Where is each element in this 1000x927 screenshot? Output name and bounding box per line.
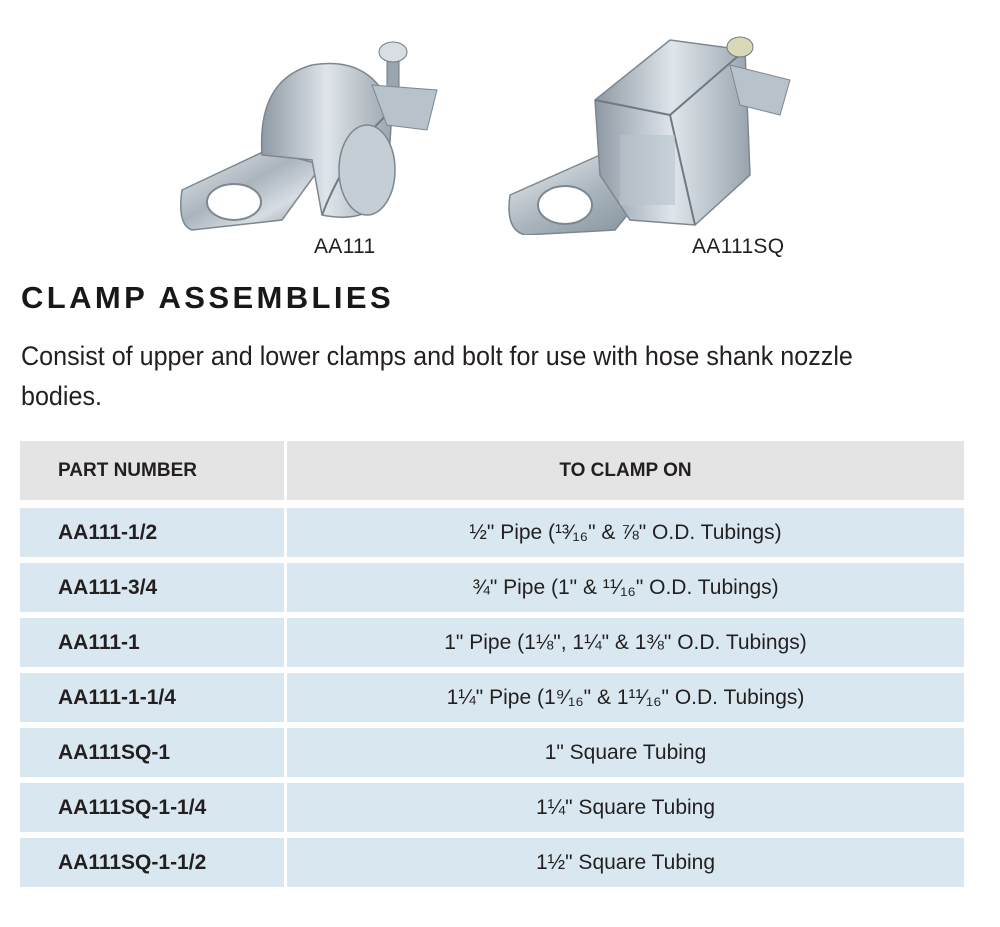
part-number-cell: AA111-1-1/4 — [20, 673, 287, 728]
table-row — [20, 728, 964, 783]
column-header-part-number: PART NUMBER — [20, 441, 287, 508]
square-clamp-photo-icon — [500, 25, 800, 235]
clamp-on-cell: 1" Square Tubing — [287, 728, 964, 783]
part-number-cell: AA111SQ-1-1/4 — [20, 783, 287, 838]
table-row — [20, 673, 964, 728]
product-caption-aa111sq: AA111SQ — [692, 235, 785, 258]
clamp-on-cell: 1½" Square Tubing — [287, 838, 964, 887]
product-caption-aa111: AA111 — [314, 235, 376, 258]
part-number-cell: AA111SQ-1 — [20, 728, 287, 783]
section-description: Consist of upper and lower clamps and bolt for use with hose shank nozzle bodies. — [21, 341, 853, 411]
column-header-to-clamp-on: TO CLAMP ON — [287, 441, 964, 508]
part-number-cell: AA111SQ-1-1/2 — [20, 838, 287, 887]
table-row — [20, 618, 964, 673]
round-clamp-image — [172, 30, 452, 235]
round-clamp-photo-icon — [172, 30, 452, 235]
table-row — [20, 838, 964, 887]
table-row — [20, 563, 964, 618]
table-header-row — [20, 441, 964, 508]
clamp-on-cell: ¾" Pipe (1" & ¹¹⁄₁₆" O.D. Tubings) — [287, 563, 964, 618]
clamp-on-cell: 1¼" Pipe (1⁹⁄₁₆" & 1¹¹⁄₁₆" O.D. Tubings) — [287, 673, 964, 728]
clamp-spec-table — [20, 441, 964, 887]
section-title: CLAMP ASSEMBLIES — [21, 280, 395, 315]
table-row — [20, 508, 964, 563]
part-number-cell: AA111-3/4 — [20, 563, 287, 618]
clamp-on-cell: ½" Pipe (¹³⁄₁₆" & ⅞" O.D. Tubings) — [287, 508, 964, 563]
square-clamp-image — [500, 25, 800, 235]
clamp-on-cell: 1" Pipe (1⅛", 1¼" & 1⅜" O.D. Tubings) — [287, 618, 964, 673]
table-row — [20, 783, 964, 838]
clamp-on-cell: 1¼" Square Tubing — [287, 783, 964, 838]
part-number-cell: AA111-1 — [20, 618, 287, 673]
part-number-cell: AA111-1/2 — [20, 508, 287, 563]
